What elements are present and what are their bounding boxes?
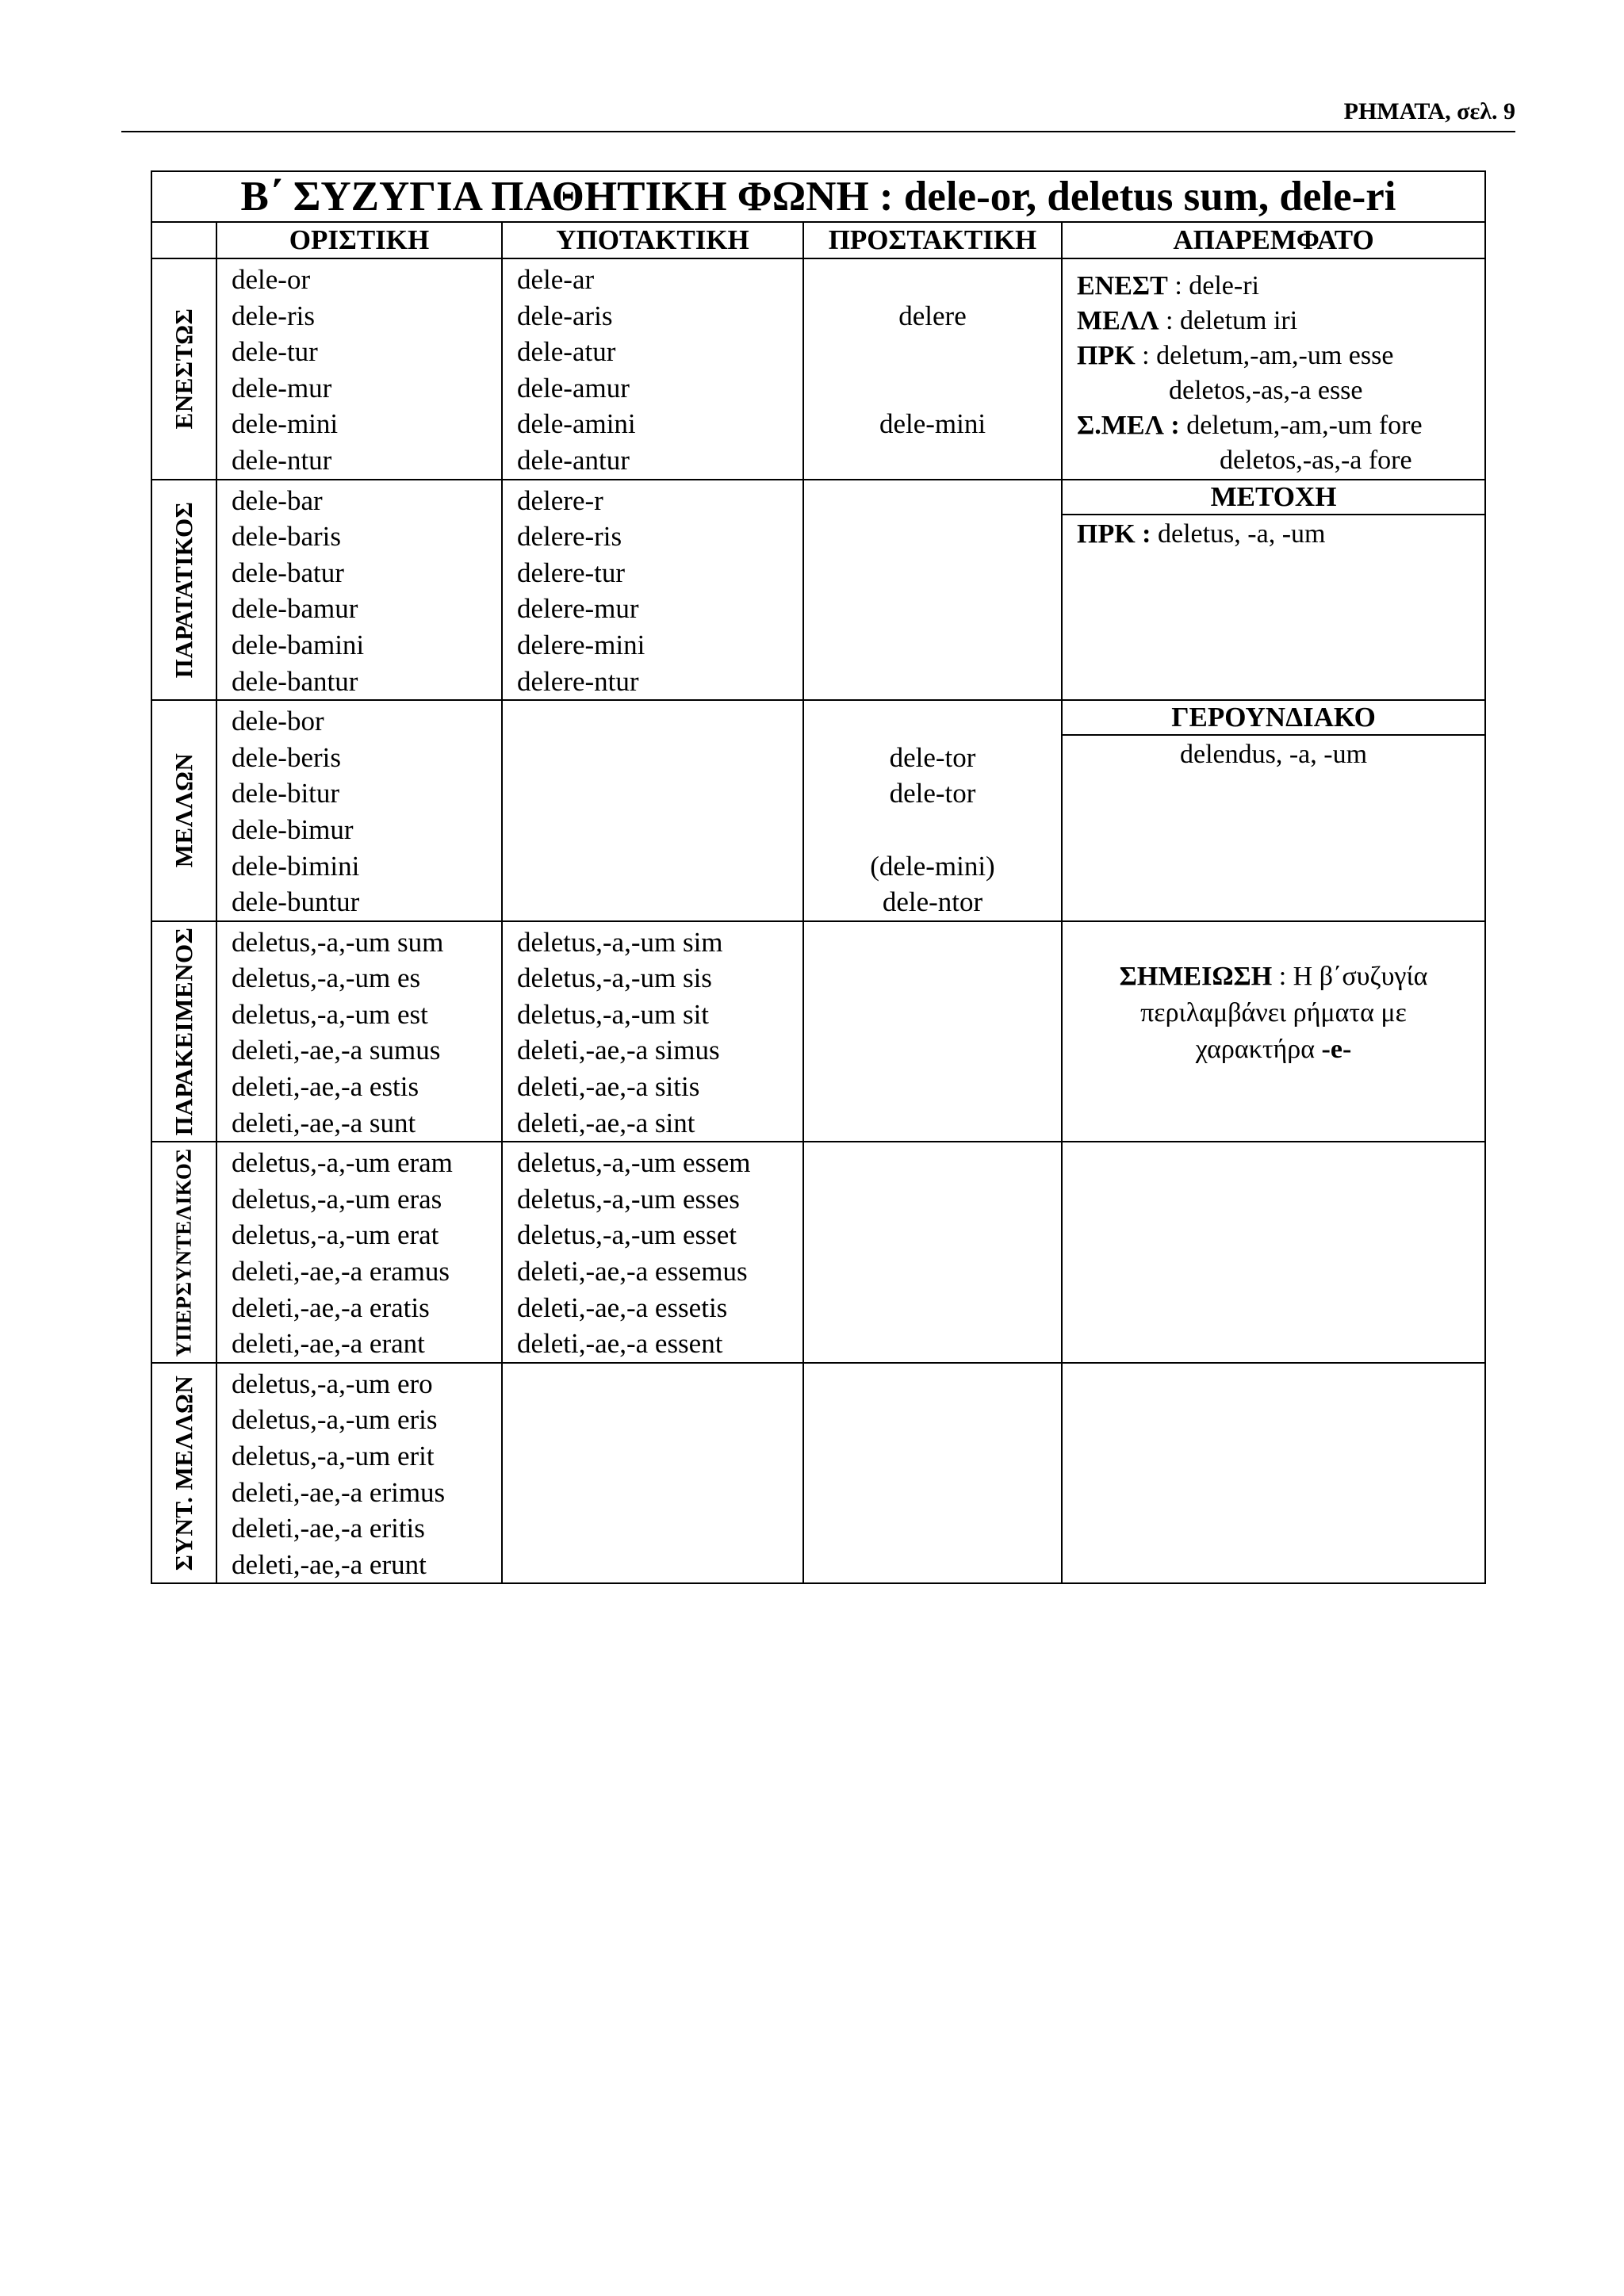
indicative-form: deletus,-a,-um eris	[232, 1404, 438, 1436]
indicative-form: dele-buntur	[232, 886, 360, 918]
subjunctive-form	[517, 1402, 802, 1438]
imperative-cell	[803, 921, 1062, 1142]
subjunctive-form: deletus,-a,-um sim	[517, 926, 723, 958]
gerundive-cell	[1062, 700, 1485, 921]
indicative-cell	[216, 700, 502, 921]
subjunctive-form: deleti,-ae,-a essemus	[517, 1256, 748, 1288]
subjunctive-form	[517, 1475, 802, 1511]
subjunctive-form: deletus,-a,-um sit	[517, 998, 710, 1030]
indicative-form: deleti,-ae,-a eramus	[232, 1256, 450, 1288]
tense-label-cell	[151, 480, 216, 701]
subjunctive-form: dele-antur	[517, 444, 630, 476]
subjunctive-form: dele-atur	[517, 336, 616, 368]
imperative-form	[804, 591, 1061, 627]
subjunctive-form: deleti,-ae,-a simus	[517, 1035, 720, 1066]
subjunctive-form: delere-tur	[517, 557, 626, 588]
note-label: ΣΗΜΕΙΩΣΗ	[1119, 961, 1273, 991]
indicative-form: dele-bar	[232, 484, 323, 516]
subjunctive-form	[517, 812, 802, 848]
page-label: ΡΗΜΑΤΑ, σελ. 9	[1343, 98, 1515, 124]
subjunctive-cell	[502, 1363, 803, 1584]
participle-cell	[1062, 480, 1485, 701]
note: ΣΗΜΕΙΩΣΗ : Η β΄συζυγία περιλαμβάνει ρήματα με χαρακτήρα -e-	[1119, 961, 1428, 1064]
tense-label-cell	[151, 258, 216, 480]
imperative-form	[804, 924, 1061, 961]
imperative-cell	[803, 258, 1062, 480]
indicative-form: deleti,-ae,-a sunt	[232, 1107, 416, 1138]
tense-row-perfect	[151, 921, 1485, 1142]
subjunctive-form: deletus,-a,-um essem	[517, 1147, 751, 1179]
indicative-form: dele-bitur	[232, 778, 340, 809]
imperative-form	[804, 1326, 1061, 1362]
imperative-form	[804, 812, 1061, 848]
infinitive-perfect-plural: deletos,-as,-a esse	[1169, 376, 1363, 405]
imperative-form	[804, 997, 1061, 1033]
infinitive-future-perfect: Σ.ΜΕΛ : deletum,-am,-um fore	[1077, 411, 1423, 440]
imperative-form	[804, 1547, 1061, 1583]
imperative-form	[804, 1145, 1061, 1181]
imperative-form	[804, 664, 1061, 700]
imperative-form: dele-ntor	[882, 886, 983, 918]
subjunctive-form	[517, 775, 802, 812]
imperative-form	[804, 1032, 1061, 1069]
indicative-cell	[216, 480, 502, 701]
imperative-form: dele-tor	[889, 778, 976, 809]
note-emphasis: -e-	[1321, 1034, 1352, 1064]
tense-row-future-perfect	[151, 1363, 1485, 1584]
tense-label: ΜΕΛΛΩΝ	[170, 753, 197, 868]
indicative-form: dele-beris	[232, 741, 341, 773]
subjunctive-form	[517, 740, 802, 776]
tense-label-cell	[151, 1142, 216, 1363]
column-header-imperative: ΠΡΟΣΤΑΚΤΙΚΗ	[803, 222, 1062, 258]
tense-label: ΠΑΡΑΚΕΙΜΕΝΟΣ	[170, 927, 197, 1136]
subjunctive-form: dele-amur	[517, 372, 630, 404]
subjunctive-form: deleti,-ae,-a sint	[517, 1107, 695, 1138]
column-header-subjunctive: ΥΠΟΤΑΚΤΙΚΗ	[502, 222, 803, 258]
subjunctive-cell	[502, 700, 803, 921]
indicative-form: deleti,-ae,-a erimus	[232, 1476, 446, 1508]
imperative-form	[804, 1105, 1061, 1142]
subjunctive-form: delere-ntur	[517, 665, 639, 697]
indicative-form: deleti,-ae,-a sumus	[232, 1035, 441, 1066]
indicative-form: dele-baris	[232, 521, 341, 553]
subjunctive-form	[517, 1438, 802, 1475]
indicative-form: deleti,-ae,-a estis	[232, 1071, 419, 1103]
subjunctive-cell	[502, 921, 803, 1142]
tense-label-cell	[151, 1363, 216, 1584]
tense-row-present	[151, 258, 1485, 480]
imperative-form	[804, 1217, 1061, 1253]
imperative-form	[804, 555, 1061, 591]
infinitive-cell	[1062, 258, 1485, 480]
imperative-form: dele-tor	[889, 741, 976, 773]
imperative-form	[804, 262, 1061, 298]
subjunctive-form	[517, 848, 802, 885]
indicative-form: deleti,-ae,-a eritis	[232, 1513, 425, 1544]
indicative-cell	[216, 1363, 502, 1584]
subjunctive-form	[517, 1547, 802, 1583]
subjunctive-form: deleti,-ae,-a essetis	[517, 1292, 728, 1323]
subjunctive-form: deletus,-a,-um esset	[517, 1219, 737, 1251]
imperative-form	[804, 334, 1061, 370]
imperative-form: dele-mini	[879, 408, 986, 440]
indicative-form: dele-bimur	[232, 813, 354, 845]
tense-row-future	[151, 700, 1485, 921]
indicative-form: dele-tur	[232, 336, 318, 368]
imperative-form	[804, 960, 1061, 997]
infinitive-present: ΕΝΕΣΤ : dele-ri	[1077, 271, 1259, 300]
column-header-infinitive: ΑΠΑΡΕΜΦΑΤΟ	[1062, 222, 1485, 258]
empty-cell	[1062, 1142, 1485, 1363]
imperative-cell	[803, 1363, 1062, 1584]
imperative-cell	[803, 1142, 1062, 1363]
tense-label: ΣΥΝΤ. ΜΕΛΛΩΝ	[170, 1375, 197, 1571]
indicative-form: dele-or	[232, 264, 311, 295]
imperative-form	[804, 1510, 1061, 1547]
imperative-form	[804, 1402, 1061, 1438]
indicative-form: deleti,-ae,-a eratis	[232, 1292, 430, 1323]
infinitive-future-perfect-plural: deletos,-as,-a fore	[1220, 446, 1412, 475]
subjunctive-form: dele-ar	[517, 264, 595, 295]
subjunctive-form	[517, 1366, 802, 1402]
indicative-cell	[216, 258, 502, 480]
imperative-form	[804, 1475, 1061, 1511]
subjunctive-form	[517, 703, 802, 740]
imperative-form	[804, 1290, 1061, 1326]
participle-heading: ΜΕΤΟΧΗ	[1063, 480, 1484, 515]
indicative-form: deletus,-a,-um ero	[232, 1368, 433, 1399]
indicative-form: deletus,-a,-um es	[232, 962, 421, 994]
indicative-form: deletus,-a,-um est	[232, 998, 428, 1030]
indicative-form: dele-bamur	[232, 593, 358, 625]
subjunctive-form: deletus,-a,-um sis	[517, 962, 712, 994]
indicative-form: dele-ris	[232, 300, 315, 331]
imperative-form	[804, 1366, 1061, 1402]
subjunctive-form	[517, 884, 802, 920]
imperative-form	[804, 483, 1061, 519]
imperative-cell	[803, 700, 1062, 921]
empty-cell	[1062, 1363, 1485, 1584]
indicative-form: dele-ntur	[232, 444, 332, 476]
imperative-form: (dele-mini)	[870, 850, 995, 882]
indicative-form: dele-bor	[232, 706, 324, 737]
infinitive-future: ΜΕΛΛ : deletum iri	[1077, 306, 1298, 335]
imperative-form	[804, 1253, 1061, 1290]
column-header-indicative: ΟΡΙΣΤΙΚΗ	[216, 222, 502, 258]
tense-row-pluperfect	[151, 1142, 1485, 1363]
imperative-cell	[803, 480, 1062, 701]
page-header	[121, 95, 1515, 132]
subjunctive-form: delere-r	[517, 484, 603, 516]
indicative-form: dele-batur	[232, 557, 344, 588]
subjunctive-form: deleti,-ae,-a essent	[517, 1328, 723, 1360]
subjunctive-form: delere-mini	[517, 629, 645, 660]
imperative-form	[804, 1181, 1061, 1218]
corner-cell	[151, 222, 216, 258]
infinitive-perfect: ΠΡΚ : deletum,-am,-um esse	[1077, 341, 1394, 370]
subjunctive-form: delere-ris	[517, 521, 622, 553]
subjunctive-form: dele-aris	[517, 300, 613, 331]
indicative-form: deletus,-a,-um erit	[232, 1441, 435, 1471]
imperative-form	[804, 1069, 1061, 1105]
subjunctive-cell	[502, 1142, 803, 1363]
indicative-form: dele-mini	[232, 408, 339, 440]
indicative-form: deleti,-ae,-a erunt	[232, 1548, 427, 1580]
conjugation-table	[151, 170, 1486, 1584]
imperative-form: delere	[898, 300, 967, 331]
tense-label: ΠΑΡΑΤΑΤΙΚΟΣ	[170, 501, 197, 679]
indicative-cell	[216, 1142, 502, 1363]
imperative-form	[804, 627, 1061, 664]
gerundive-heading: ΓΕΡΟΥΝΔΙΑΚΟ	[1063, 701, 1484, 736]
indicative-form: deletus,-a,-um sum	[232, 926, 444, 958]
imperative-form	[804, 703, 1061, 740]
indicative-cell	[216, 921, 502, 1142]
indicative-form: deletus,-a,-um eras	[232, 1183, 442, 1215]
indicative-form: dele-bamini	[232, 629, 365, 660]
subjunctive-form	[517, 1510, 802, 1547]
tense-label-cell	[151, 700, 216, 921]
imperative-form	[804, 1438, 1061, 1475]
tense-label-cell	[151, 921, 216, 1142]
indicative-form: dele-bimini	[232, 850, 360, 882]
participle-perfect: ΠΡΚ : deletus, -a, -um	[1077, 519, 1326, 549]
tense-label: ΕΝΕΣΤΩΣ	[170, 308, 197, 430]
subjunctive-form: dele-amini	[517, 408, 636, 440]
imperative-form	[804, 370, 1061, 407]
tense-label: ΥΠΕΡΣΥΝΤΕΛΙΚΟΣ	[171, 1148, 196, 1357]
imperative-form	[804, 519, 1061, 555]
note-cell	[1062, 921, 1485, 1142]
gerundive-value: delendus, -a, -um	[1180, 740, 1368, 770]
indicative-form: deletus,-a,-um erat	[232, 1219, 439, 1251]
subjunctive-form: deleti,-ae,-a sitis	[517, 1071, 700, 1103]
tense-row-imperfect	[151, 480, 1485, 701]
indicative-form: dele-mur	[232, 372, 332, 404]
indicative-form: deletus,-a,-um eram	[232, 1147, 453, 1179]
imperative-form	[804, 442, 1061, 479]
subjunctive-cell	[502, 480, 803, 701]
subjunctive-cell	[502, 258, 803, 480]
table-title: Β΄ ΣΥΖΥΓΙΑ ΠΑΘΗΤΙΚΗ ΦΩΝΗ : dele-or, deletus sum, dele-ri	[151, 171, 1485, 222]
subjunctive-form: deletus,-a,-um esses	[517, 1183, 740, 1215]
indicative-form: deleti,-ae,-a erant	[232, 1328, 425, 1360]
subjunctive-form: delere-mur	[517, 593, 639, 625]
indicative-form: dele-bantur	[232, 665, 358, 697]
